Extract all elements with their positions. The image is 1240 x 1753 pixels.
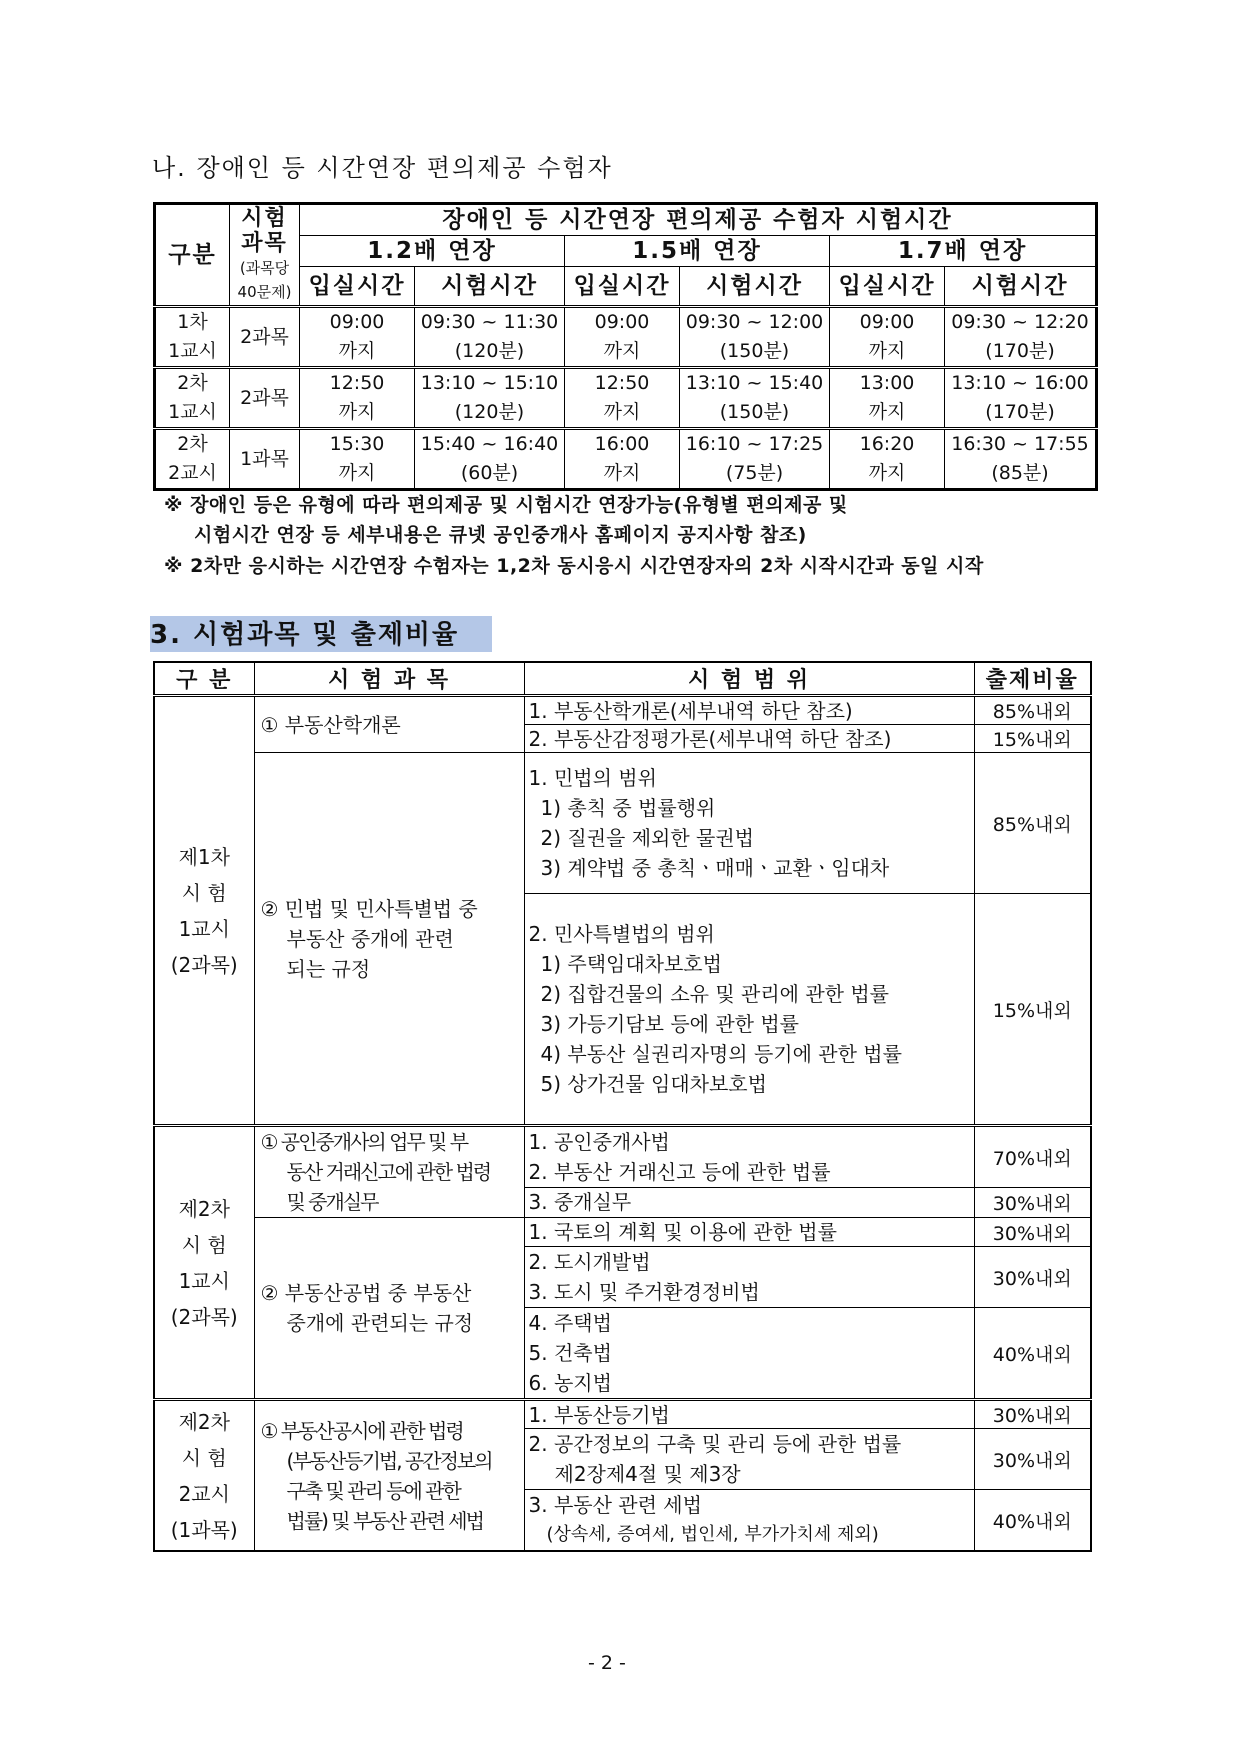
ratio-value: 15%내외	[974, 894, 1091, 1126]
header-main: 장애인 등 시간연장 편의제공 수험자 시험시간	[300, 204, 1097, 236]
ratio-value: 30%내외	[974, 1400, 1091, 1429]
header-ext-1-7: 1.7배 연장	[830, 236, 1097, 267]
exam-time-cell: 15:40 ~ 16:40 (60분)	[415, 429, 565, 490]
header-gubun: 구 분	[154, 662, 254, 696]
note-line: 시험시간 연장 등 세부내용은 큐넷 공인중개사 홈페이지 공지사항 참조)	[194, 524, 807, 546]
ratio-value: 85%내외	[974, 696, 1091, 725]
entry-time-cell: 09:00 까지	[830, 307, 945, 368]
header-subject: 시 험 과 목	[254, 662, 524, 696]
subject-count: 2과목	[230, 368, 300, 429]
exam-group-label: 제2차 시 험 2교시 (1과목)	[154, 1400, 254, 1552]
header-subject-line3: (과목당	[239, 259, 290, 277]
exam-time-cell: 13:10 ~ 16:00 (170분)	[945, 368, 1097, 429]
range-item: 3. 부동산 관련 세법 (상속세, 증여세, 법인세, 부가가치세 제외)	[524, 1490, 974, 1552]
exam-time-cell: 13:10 ~ 15:10 (120분)	[415, 368, 565, 429]
range-item: 2. 부동산 거래신고 등에 관한 법률	[524, 1157, 974, 1187]
ratio-value: 30%내외	[974, 1188, 1091, 1218]
range-item: 2. 부동산감정평가론(세부내역 하단 참조)	[524, 725, 974, 753]
header-range: 시 험 범 위	[524, 662, 974, 696]
table-row	[155, 307, 1097, 368]
table-row	[155, 429, 1097, 490]
subject-name: ② 민법 및 민사특별법 중 부동산 중개에 관련 되는 규정	[254, 753, 524, 1126]
range-item: 3. 중개실무	[524, 1188, 974, 1218]
header-entry-time: 입실시간	[565, 267, 680, 307]
header-subject	[230, 204, 300, 307]
header-subject-line4: 40문제)	[237, 283, 292, 301]
subject-count: 1과목	[230, 429, 300, 490]
header-ext-1-5: 1.5배 연장	[565, 236, 830, 267]
header-gubun: 구분	[155, 204, 230, 307]
session-label: 2차 1교시	[155, 368, 230, 429]
exam-time-cell: 13:10 ~ 15:40 (150분)	[680, 368, 830, 429]
extended-time-table	[153, 202, 1098, 491]
header-exam-time: 시험시간	[945, 267, 1097, 307]
exam-time-cell: 09:30 ~ 12:20 (170분)	[945, 307, 1097, 368]
exam-group-label: 제2차 시 험 1교시 (2과목)	[154, 1126, 254, 1400]
ratio-value: 30%내외	[974, 1247, 1091, 1308]
note-line: ※ 2차만 응시하는 시간연장 수험자는 1,2차 동시응시 시간연장자의 2차 시작시간과 동일 시작	[164, 555, 984, 577]
entry-time-cell: 15:30 까지	[300, 429, 415, 490]
header-entry-time: 입실시간	[300, 267, 415, 307]
entry-time-cell: 12:50 까지	[300, 368, 415, 429]
range-item: 2. 민사특별법의 범위 1) 주택임대차보호법 2) 집합건물의 소유 및 관리에 관한 법률 3) 가등기담보 등에 관한 법률 4) 부동산 실권리자명의 등기에 관한 법률 5) 상가건물 임대차보호법	[524, 894, 974, 1126]
exam-group-label: 제1차 시 험 1교시 (2과목)	[154, 696, 254, 1126]
range-item: 4. 주택법 5. 건축법 6. 농지법	[524, 1308, 974, 1400]
header-subject-line1: 시험	[241, 206, 288, 231]
note-line: ※ 장애인 등은 유형에 따라 편의제공 및 시험시간 연장가능(유형별 편의제공 및	[164, 494, 848, 516]
session-label: 2차 2교시	[155, 429, 230, 490]
subject-name: ① 공인중개사의 업무 및 부 동산 거래신고에 관한 법령 및 중개실무	[254, 1126, 524, 1218]
range-item: 1. 부동산학개론(세부내역 하단 참조)	[524, 696, 974, 725]
range-item: 2. 도시개발법 3. 도시 및 주거환경정비법	[524, 1247, 974, 1308]
range-item: 1. 부동산등기법	[524, 1400, 974, 1429]
ratio-value: 30%내외	[974, 1218, 1091, 1247]
range-item: 2. 공간정보의 구축 및 관리 등에 관한 법률 제2장제4절 및 제3장	[524, 1429, 974, 1490]
header-subject-line2: 과목	[241, 231, 288, 256]
entry-time-cell: 09:00 까지	[300, 307, 415, 368]
entry-time-cell: 09:00 까지	[565, 307, 680, 368]
subject-count: 2과목	[230, 307, 300, 368]
exam-time-cell: 09:30 ~ 12:00 (150분)	[680, 307, 830, 368]
header-ext-1-2: 1.2배 연장	[300, 236, 565, 267]
ratio-value: 85%내외	[974, 753, 1091, 894]
header-exam-time: 시험시간	[415, 267, 565, 307]
range-item: 1. 공인중개사법	[524, 1126, 974, 1158]
section-heading: 나. 장애인 등 시간연장 편의제공 수험자	[152, 154, 613, 182]
header-entry-time: 입실시간	[830, 267, 945, 307]
header-exam-time: 시험시간	[680, 267, 830, 307]
ratio-value: 40%내외	[974, 1490, 1091, 1552]
ratio-value: 15%내외	[974, 725, 1091, 753]
entry-time-cell: 16:00 까지	[565, 429, 680, 490]
header-ratio: 출제비율	[974, 662, 1091, 696]
section-heading: 3. 시험과목 및 출제비율	[150, 616, 492, 652]
exam-time-cell: 16:10 ~ 17:25 (75분)	[680, 429, 830, 490]
subject-name: ② 부동산공법 중 부동산 중개에 관련되는 규정	[254, 1218, 524, 1400]
entry-time-cell: 16:20 까지	[830, 429, 945, 490]
subject-ratio-table	[153, 661, 1092, 1552]
ratio-value: 40%내외	[974, 1308, 1091, 1400]
entry-time-cell: 12:50 까지	[565, 368, 680, 429]
table-row	[155, 368, 1097, 429]
exam-time-cell: 16:30 ~ 17:55 (85분)	[945, 429, 1097, 490]
subject-name: ① 부동산공시에 관한 법령 (부동산등기법, 공간정보의 구축 및 관리 등에 관한 법률) 및 부동산 관련 세법	[254, 1400, 524, 1552]
entry-time-cell: 13:00 까지	[830, 368, 945, 429]
session-label: 1차 1교시	[155, 307, 230, 368]
ratio-value: 70%내외	[974, 1126, 1091, 1188]
subject-name: ① 부동산학개론	[254, 696, 524, 753]
ratio-value: 30%내외	[974, 1429, 1091, 1490]
exam-time-cell: 09:30 ~ 11:30 (120분)	[415, 307, 565, 368]
range-item: 1. 민법의 범위 1) 총칙 중 법률행위 2) 질권을 제외한 물권법 3) 계약법 중 총칙ㆍ매매ㆍ교환ㆍ임대차	[524, 753, 974, 894]
page-number: - 2 -	[588, 1652, 626, 1674]
range-item: 1. 국토의 계획 및 이용에 관한 법률	[524, 1218, 974, 1247]
